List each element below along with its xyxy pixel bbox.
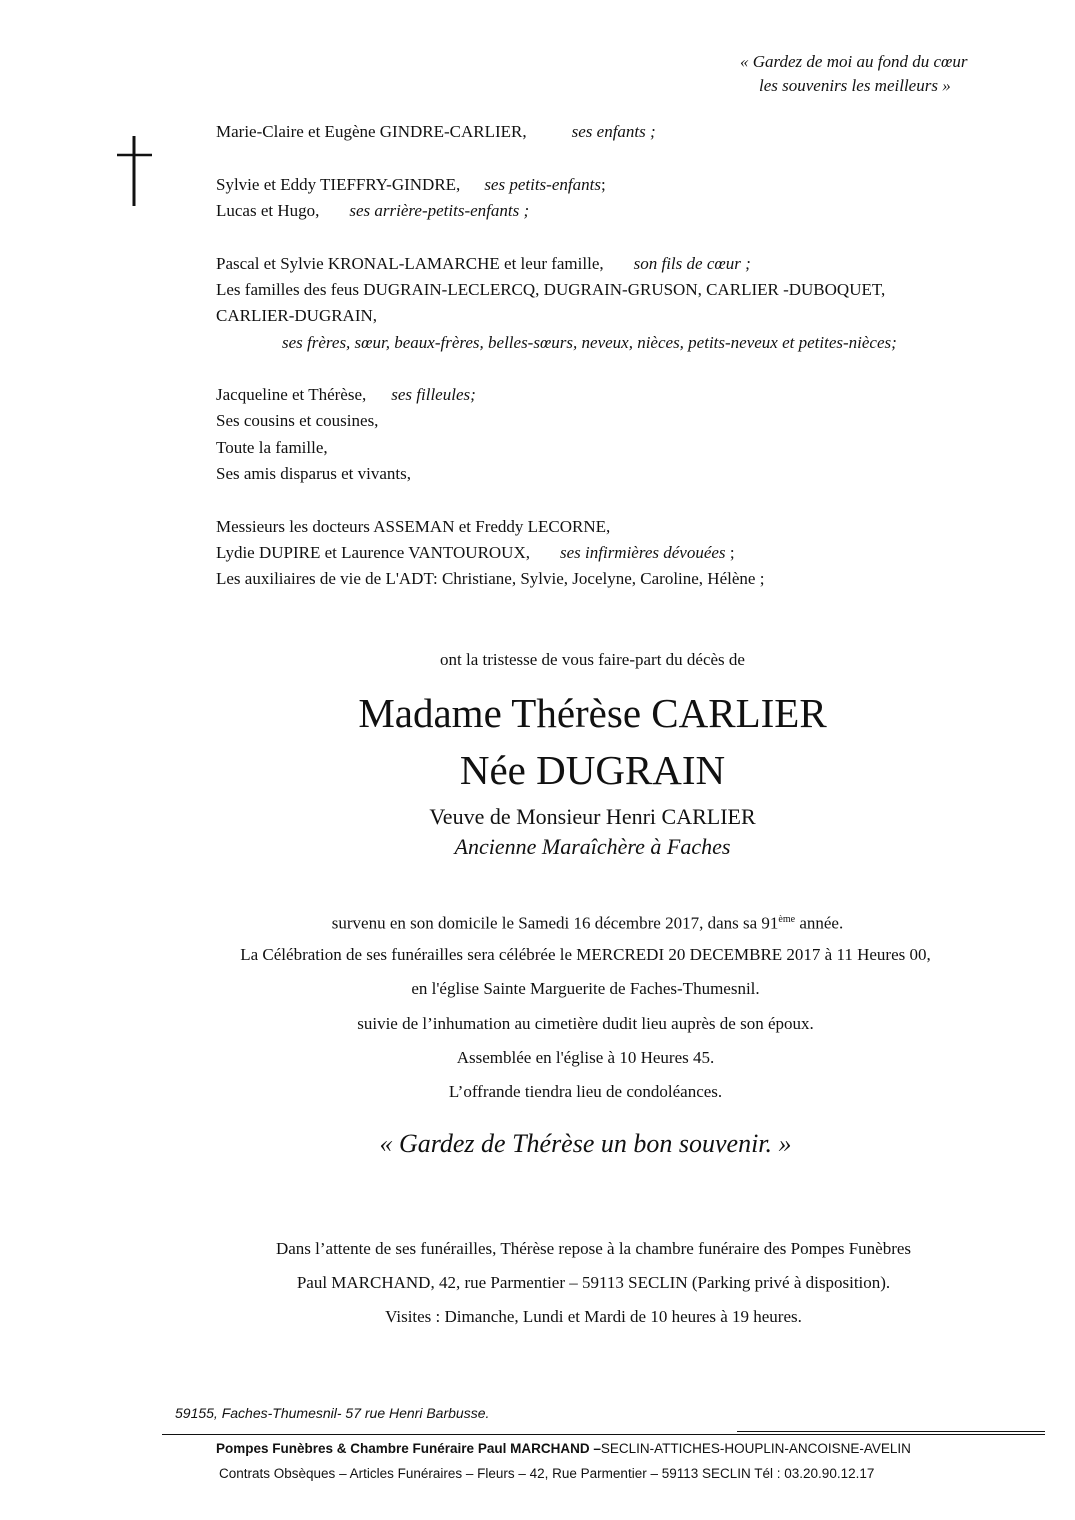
heartson-role: son fils de cœur ; [633,254,751,273]
burial-line: suivie de l’inhumation au cimetière dudit lieu auprès de son époux. [357,1014,814,1033]
funeral-home-services: Contrats Obsèques – Articles Funéraires – Fleurs – 42, Rue Parmentier – 59113 SECLIN Tél : 03.20.90.12.17 [219,1466,875,1481]
church-line: en l'église Sainte Marguerite de Faches-Thumesnil. [411,979,760,998]
heartson-names: Pascal et Sylvie KRONAL-LAMARCHE et leur famille, [216,254,604,273]
children-role: ses enfants ; [571,122,656,141]
footer-rule [162,1434,1045,1435]
goddaughters-names: Jacqueline et Thérèse, [216,385,367,404]
line-families-2: CARLIER-DUGRAIN, [216,306,378,325]
line-heart-son [216,254,751,274]
offering-line: L’offrande tiendra lieu de condoléances. [448,1082,723,1101]
epigraph-line-2: les souvenirs les meilleurs » [759,76,951,95]
line-doctors: Messieurs les docteurs ASSEMAN et Freddy LECORNE, [216,517,611,536]
deceased-maiden-name: Née DUGRAIN [459,747,726,793]
line-families-1: Les familles des feus DUGRAIN-LECLERCQ, DUGRAIN-GRUSON, CARLIER -DUBOQUET, [216,280,886,299]
grandchildren-names: Sylvie et Eddy TIEFFRY-GINDRE, [216,175,461,194]
funeral-home-towns: SECLIN-ATTICHES-HOUPLIN-ANCOISNE-AVELIN [600,1441,911,1456]
footer-rule-short [737,1431,1045,1432]
death-text: survenu en son domicile le Samedi 16 décembre 2017, dans sa 91 [331,913,779,933]
epigraph-line-1: « Gardez de moi au fond du cœur [740,52,968,71]
death-line [50,910,1075,934]
funeral-home-line [216,1441,911,1456]
line-friends: Ses amis disparus et vivants, [216,464,412,483]
repose-line-1: Dans l’attente de ses funérailles, Thérèse repose à la chambre funéraire des Pompes Funèbres [275,1239,912,1258]
greatgrand-names: Lucas et Hugo, [216,201,320,220]
epigraph [740,50,967,98]
grandchildren-role: ses petits-enfants [484,175,601,194]
line-nurses [216,543,735,563]
repose-line-2: Paul MARCHAND, 42, rue Parmentier – 59113 SECLIN (Parking privé à disposition). [296,1273,891,1292]
goddaughters-role: ses filleules; [391,385,476,404]
line-cousins: Ses cousins et cousines, [216,411,379,430]
funeral-home-name: Pompes Funèbres & Chambre Funéraire Paul MARCHAND – [216,1441,601,1456]
nurses-names: Lydie DUPIRE et Laurence VANTOUROUX, [216,543,530,562]
memorial-quote: « Gardez de Thérèse un bon souvenir. » [379,1129,792,1158]
death-post: année. [795,913,844,933]
announcement-intro: ont la tristesse de vous faire-part du décès de [440,650,745,669]
line-auxiliaries: Les auxiliaires de vie de L'ADT: Christiane, Sylvie, Jocelyne, Caroline, Hélène ; [216,569,765,588]
grandchildren-punct: ; [600,175,606,194]
line-great-grandchildren [216,201,529,221]
greatgrand-role: ses arrière-petits-enfants ; [349,201,530,220]
assembly-line: Assemblée en l'église à 10 Heures 45. [456,1048,715,1067]
children-names: Marie-Claire et Eugène GINDRE-CARLIER, [216,122,527,141]
nurses-role: ses infirmières dévouées [560,543,726,562]
cross-icon [115,134,155,208]
deceased-name: Madame Thérèse CARLIER [358,690,827,736]
family-address: 59155, Faches-Thumesnil- 57 rue Henri Barbusse. [175,1405,490,1421]
line-whole-family: Toute la famille, [216,438,328,457]
repose-line-3: Visites : Dimanche, Lundi et Mardi de 10 heures à 19 heures. [385,1307,802,1326]
nurses-punct: ; [725,543,735,562]
death-sup: ème [778,914,796,925]
line-goddaughters [216,385,476,405]
line-grandchildren [216,175,606,195]
occupation-line: Ancienne Maraîchère à Faches [454,834,731,859]
ceremony-line: La Célébration de ses funérailles sera célébrée le MERCREDI 20 DECEMBRE 2017 à 11 Heures 00, [240,945,931,964]
line-children [216,122,656,142]
widow-line: Veuve de Monsieur Henri CARLIER [429,804,756,829]
line-families-role: ses frères, sœur, beaux-frères, belles-sœurs, neveux, nièces, petits-neveux et petites-nièces; [282,333,897,352]
